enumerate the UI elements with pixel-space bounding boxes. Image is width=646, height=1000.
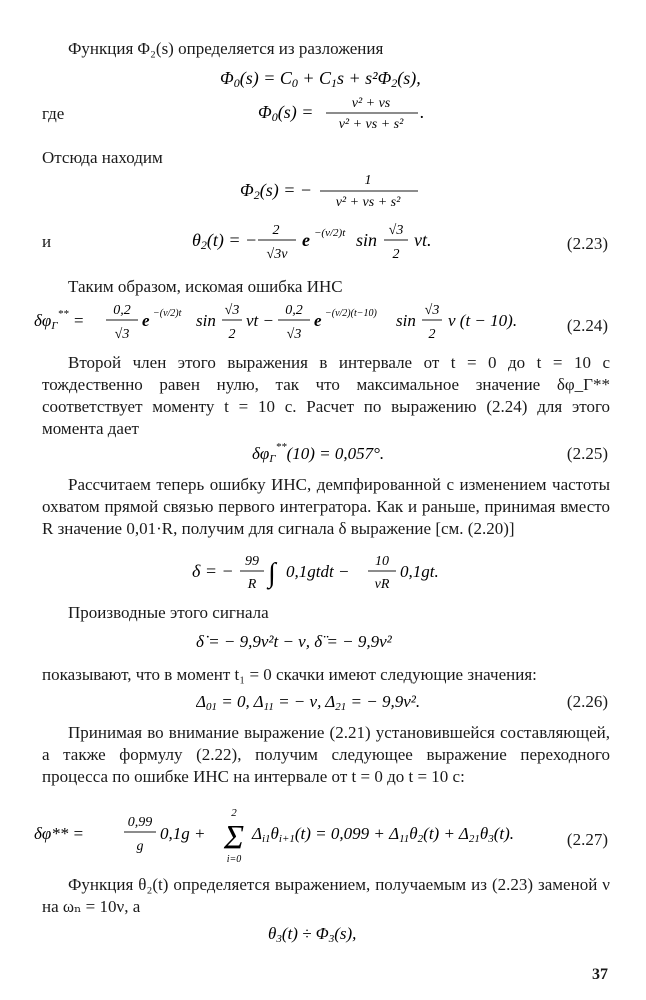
svg-text:Φ2(s) = −: Φ2(s) = − <box>240 180 312 202</box>
svg-text:0,99: 0,99 <box>127 815 153 830</box>
svg-text:0,1g +: 0,1g + <box>160 824 206 843</box>
formula-render <box>192 216 462 266</box>
svg-text:2: 2 <box>228 327 236 342</box>
word-and: и <box>42 232 52 251</box>
svg-text:ν² + νs: ν² + νs <box>351 96 391 111</box>
paragraph: показывают, что в момент t₁ = 0 скачки имеют следующие значения: <box>42 665 537 684</box>
formula-render <box>240 170 430 212</box>
svg-text:√3: √3 <box>388 223 404 238</box>
formula-delta-signal <box>192 548 462 598</box>
paragraph: Функция θ₂(t) определяется выражением, получаемым из (2.23) заменой ν на ωₙ = 10ν, а <box>42 875 610 916</box>
svg-text:.: . <box>420 102 425 122</box>
equation-number: (2.27) <box>566 830 608 849</box>
svg-text:√3ν: √3ν <box>266 247 288 262</box>
svg-text:99: 99 <box>245 554 259 569</box>
formula-render <box>218 64 448 92</box>
svg-text:−(ν/2)(t−10): −(ν/2)(t−10) <box>325 308 377 319</box>
svg-text:νt.: νt. <box>414 230 432 250</box>
svg-text:√3: √3 <box>286 327 302 342</box>
formula-jumps <box>196 688 466 714</box>
formula-phi2 <box>240 170 430 212</box>
formula-render <box>192 548 462 598</box>
paragraph: Второй член этого выражения в интервале от t = 0 до t = 10 с тождественно равен нулю, так что максимальное значение δφ_Г** соответствует моменту t = 10 с. Расчет по выражению (2.24) для этого момента дает <box>42 353 610 438</box>
svg-text:νR: νR <box>374 577 390 592</box>
svg-text:2: 2 <box>231 807 237 819</box>
formula-transient-error <box>34 806 554 866</box>
paragraph: Отсюда находим <box>42 148 163 167</box>
svg-text:θ3(t) ÷ Φ3(s),: θ3(t) ÷ Φ3(s), <box>268 924 357 945</box>
svg-text:i=0: i=0 <box>226 854 242 865</box>
svg-text:δ = −: δ = − <box>192 561 234 581</box>
paragraph: Функция Φ₂(s) определяется из разложения <box>68 39 384 58</box>
svg-text:g: g <box>136 839 144 854</box>
formula-render <box>196 688 466 714</box>
svg-text:0,2: 0,2 <box>285 303 303 318</box>
svg-text:0,2: 0,2 <box>113 303 131 318</box>
formula-error-ins <box>34 296 554 348</box>
formula-derivatives <box>196 628 456 654</box>
svg-text:Φ0(s) =: Φ0(s) = <box>258 102 314 124</box>
svg-text:Δi1θi+1(t) = 0,099 + Δ11θ2(t): Δi1θi+1(t) = 0,099 + Δ11θ2(t) + Δ21θ3(t). <box>252 824 514 845</box>
svg-text:√3: √3 <box>424 303 440 318</box>
svg-text:δφГ** =: δφГ** = <box>34 308 85 332</box>
svg-text:1: 1 <box>364 173 372 188</box>
formula-render <box>258 94 428 134</box>
svg-text:Σ: Σ <box>223 819 245 856</box>
svg-text:√3: √3 <box>224 303 240 318</box>
equation-number: (2.24) <box>566 316 608 335</box>
formula-phi0-expansion <box>218 64 448 92</box>
paragraph: Рассчитаем теперь ошибку ИНС, демпфированной с изменением частоты охватом прямой связью первого интегратора. Как и раньше, принимая вместо R значение 0,01·R, получим для сигнала δ выражение [см. (2.20)] <box>42 475 610 538</box>
paragraph: Принимая во внимание выражение (2.21) установившейся составляющей, а также формулу (2.22), получим следующее выражение переходного процесса по ошибке ИНС на интервале от t = 0 до t = 10 с: <box>42 723 610 786</box>
svg-text:Φ0(s) = C0 + C1s + s²Φ2(s),: Φ0(s) = C0 + C1s + s²Φ2(s), <box>220 68 421 90</box>
svg-text:R: R <box>247 577 257 592</box>
svg-text:ν² + νs + s²: ν² + νs + s² <box>335 195 401 210</box>
svg-text:√3: √3 <box>114 327 130 342</box>
svg-text:θ2(t) = −: θ2(t) = − <box>192 230 258 252</box>
svg-text:2: 2 <box>392 247 400 262</box>
svg-text:2: 2 <box>428 327 436 342</box>
svg-text:δφГ**(10) = 0,057°.: δφГ**(10) = 0,057°. <box>252 441 385 465</box>
formula-theta2 <box>192 216 462 266</box>
formula-delta-phi-10 <box>252 440 412 466</box>
svg-text:ν² + νs + s²: ν² + νs + s² <box>338 117 404 132</box>
svg-text:10: 10 <box>375 554 389 569</box>
svg-text:0,1gtdt −: 0,1gtdt − <box>286 562 350 581</box>
svg-text:ν (t − 10).: ν (t − 10). <box>448 311 518 330</box>
paragraph: Производные этого сигнала <box>68 603 269 622</box>
formula-render <box>252 440 412 466</box>
svg-text:δφ** =: δφ** = <box>34 824 85 843</box>
equation-number: (2.26) <box>566 692 608 711</box>
formula-theta3 <box>268 920 408 946</box>
paragraph: Таким образом, искомая ошибка ИНС <box>68 277 343 296</box>
svg-text:−(ν/2)t: −(ν/2)t <box>153 308 182 319</box>
svg-text:Δ01 = 0, Δ11 = − ν, Δ21 = −: Δ01 = 0, Δ11 = − ν, Δ21 = − 9,9ν². <box>196 692 421 713</box>
equation-number: (2.23) <box>566 234 608 253</box>
svg-text:e: e <box>142 311 150 330</box>
formula-render <box>268 920 408 946</box>
svg-text:sin: sin <box>196 311 216 330</box>
svg-text:e: e <box>314 311 322 330</box>
svg-text:e: e <box>302 230 310 250</box>
formula-phi0 <box>258 94 428 134</box>
svg-text:∫: ∫ <box>268 558 276 589</box>
page-number: 37 <box>592 966 608 983</box>
svg-text:0,1gt.: 0,1gt. <box>400 562 439 581</box>
svg-text:δ̇ = − 9,9ν²t − ν, δ̈ = − 9,: δ̇ = − 9,9ν²t − ν, δ̈ = − 9,9ν² <box>196 632 392 651</box>
svg-text:sin: sin <box>356 230 378 250</box>
equation-number: (2.25) <box>566 444 608 463</box>
formula-render <box>34 806 554 866</box>
svg-text:−(ν/2)t: −(ν/2)t <box>314 227 346 239</box>
svg-text:2: 2 <box>272 223 280 238</box>
svg-text:sin: sin <box>396 311 416 330</box>
formula-render <box>34 296 554 348</box>
word-where: где <box>42 104 65 123</box>
formula-render <box>196 628 456 654</box>
svg-text:νt −: νt − <box>246 311 274 330</box>
